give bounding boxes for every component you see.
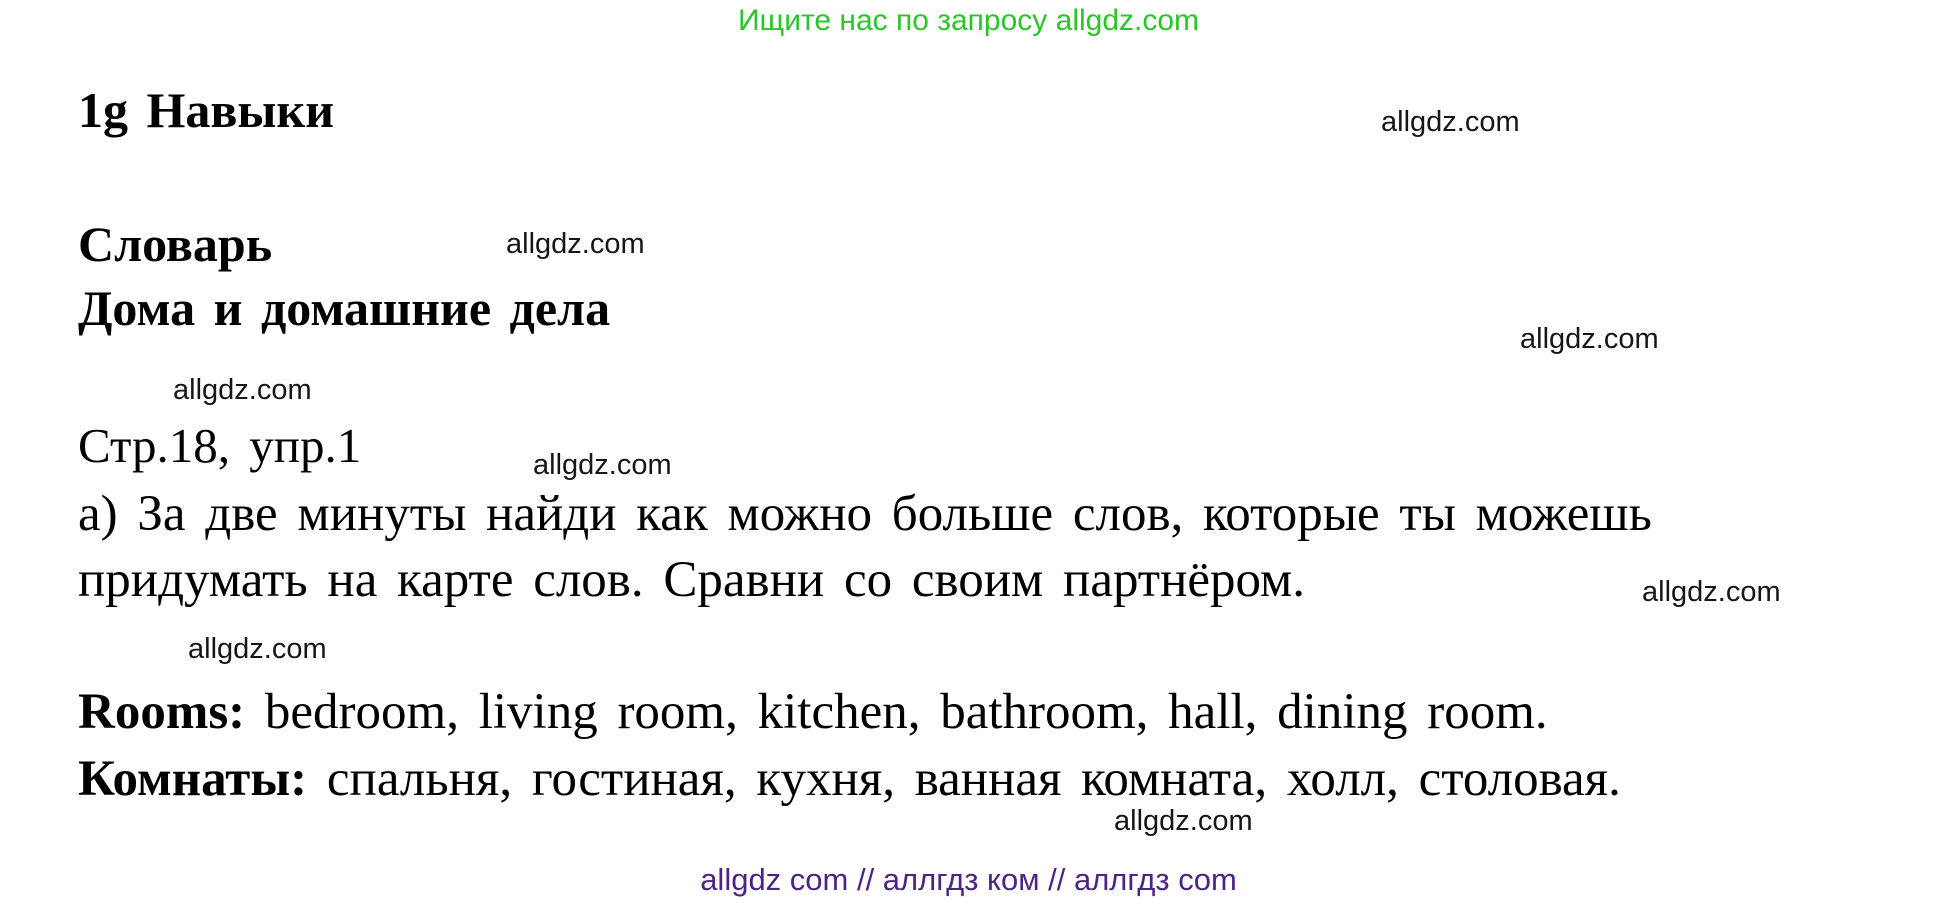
answer-rooms-en: [78, 686, 1548, 740]
task-text-line2: придумать на карте слов. Сравни со своим партнёром.: [78, 552, 1306, 608]
exercise-reference: Стр.18, упр.1: [78, 418, 362, 473]
answer-rooms-ru-label: Комнаты:: [78, 751, 308, 807]
watermark-allgdz: allgdz.com: [188, 633, 327, 665]
task-text-line1: а) За две минуты найди как можно больше слов, которые ты можешь: [78, 486, 1652, 542]
watermark-allgdz: allgdz.com: [533, 449, 672, 481]
page-title: 1g Навыки: [78, 82, 335, 138]
search-promo-banner: Ищите нас по запросу allgdz.com: [737, 4, 1200, 37]
footer-site-aliases: allgdz com // аллгдз ком // аллгдз com: [700, 862, 1237, 897]
watermark-allgdz: allgdz.com: [1520, 323, 1659, 355]
watermark-allgdz: allgdz.com: [506, 228, 645, 260]
answer-rooms-ru: [78, 753, 1621, 807]
watermark-allgdz: allgdz.com: [1114, 805, 1253, 837]
topic-heading: Дома и домашние дела: [78, 280, 611, 336]
watermark-allgdz: allgdz.com: [1642, 576, 1781, 608]
vocabulary-heading: Словарь: [78, 216, 273, 272]
answer-rooms-ru-text: спальня, гостиная, кухня, ванная комната, холл, столовая.: [307, 751, 1621, 807]
answer-rooms-en-label: Rooms:: [78, 684, 246, 740]
watermark-allgdz: allgdz.com: [173, 374, 312, 406]
watermark-allgdz: allgdz.com: [1381, 106, 1520, 138]
answer-rooms-en-text: bedroom, living room, kitchen, bathroom, hall, dining room.: [245, 684, 1548, 740]
